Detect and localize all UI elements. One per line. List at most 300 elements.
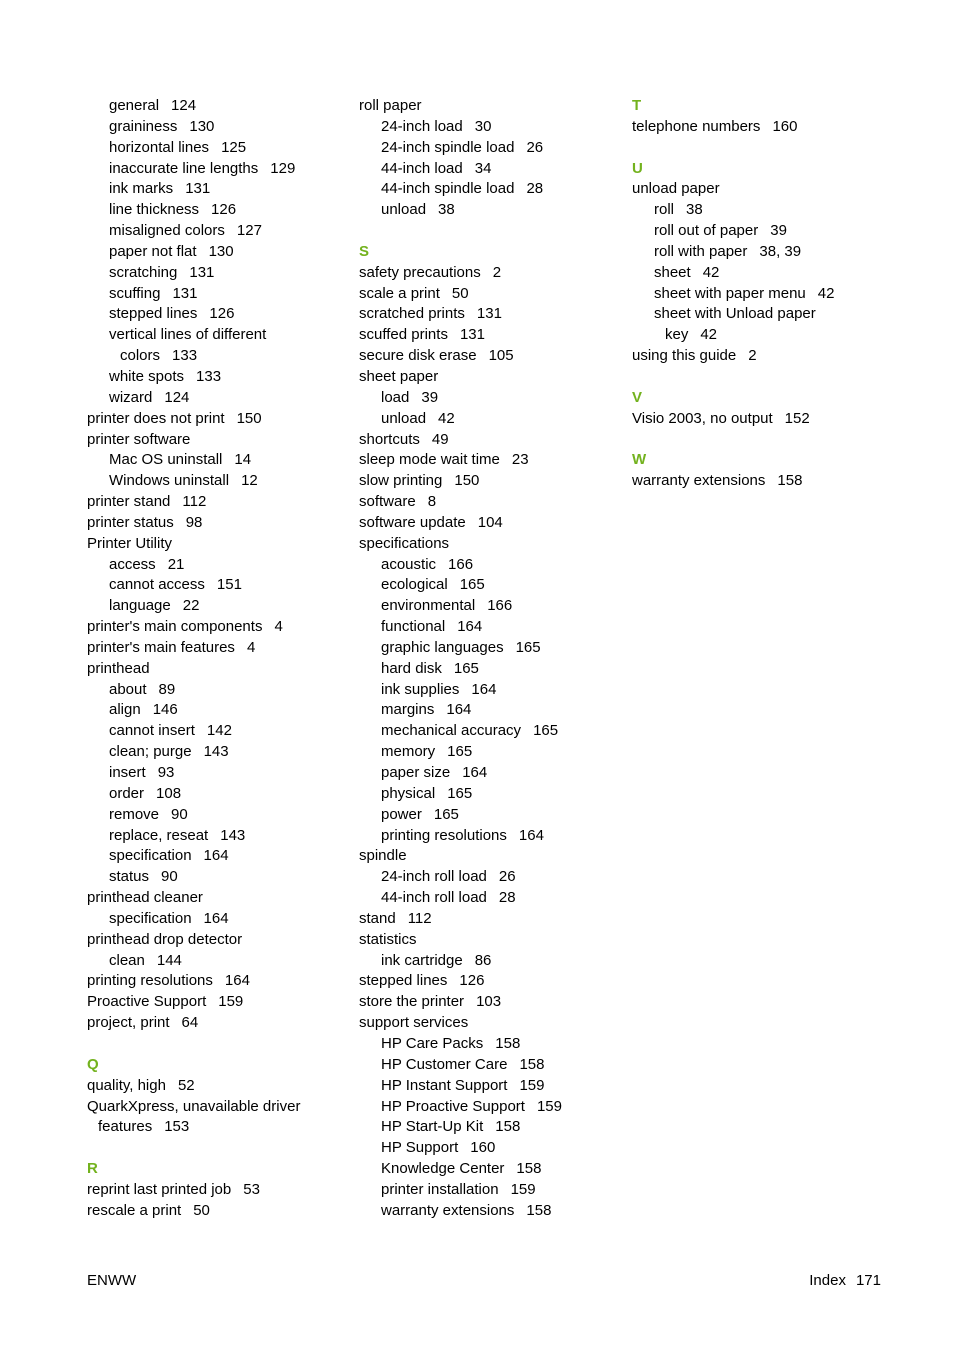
index-entry xyxy=(87,971,337,992)
index-term: graphic languages xyxy=(381,638,504,656)
page-reference[interactable]: 164 xyxy=(518,826,544,844)
index-subentry xyxy=(359,1180,609,1201)
page-reference[interactable]: 142 xyxy=(206,722,232,740)
index-subentry xyxy=(87,763,337,784)
page-reference[interactable]: 159 xyxy=(218,993,244,1011)
index-subentry xyxy=(359,1034,609,1055)
page-reference[interactable]: 50 xyxy=(451,284,469,302)
index-subentry xyxy=(87,596,337,617)
page-reference[interactable]: 126 xyxy=(211,201,237,219)
index-subentry xyxy=(359,826,609,847)
page-reference[interactable]: 146 xyxy=(152,701,178,719)
page-reference[interactable]: 131 xyxy=(172,284,198,302)
index-entry xyxy=(632,117,892,138)
index-term: key xyxy=(665,326,689,344)
index-term: HP Instant Support xyxy=(381,1076,508,1094)
index-letter-heading: R xyxy=(87,1160,98,1178)
page-reference[interactable]: 28 xyxy=(526,180,544,198)
index-entry xyxy=(359,930,609,951)
index-term: general xyxy=(109,97,160,114)
index-term: warranty extensions xyxy=(632,472,766,490)
index-term: printer status xyxy=(87,513,174,531)
page-reference[interactable]: 12 xyxy=(241,472,258,490)
index-subentry xyxy=(359,721,609,742)
index-subentry xyxy=(87,263,337,284)
page-reference[interactable]: 159 xyxy=(536,1097,562,1115)
page-reference[interactable]: 103 xyxy=(476,993,502,1011)
footer-right xyxy=(809,1271,881,1291)
index-subentry xyxy=(359,1159,609,1180)
page-reference[interactable]: 127 xyxy=(236,222,262,240)
index-subentry xyxy=(632,284,892,305)
page-reference[interactable]: 164 xyxy=(203,847,229,865)
index-term: printing resolutions xyxy=(87,972,213,990)
section-spacer xyxy=(359,221,609,242)
page-reference[interactable]: 160 xyxy=(470,1139,496,1157)
index-term: 24-inch spindle load xyxy=(381,138,515,156)
page-reference[interactable]: 86 xyxy=(474,951,492,969)
index-term: paper not flat xyxy=(109,242,197,260)
page-reference[interactable]: 2 xyxy=(492,263,502,281)
index-term: colors xyxy=(120,347,161,365)
page-reference[interactable]: 164 xyxy=(471,680,497,698)
index-entry xyxy=(87,1013,337,1034)
index-term: sheet with Unload paper xyxy=(654,305,816,323)
index-subentry xyxy=(359,1201,609,1222)
index-subentry xyxy=(87,700,337,721)
index-term: clean; purge xyxy=(109,743,192,761)
page-reference[interactable]: 143 xyxy=(220,826,246,844)
page-reference[interactable]: 108 xyxy=(156,784,182,802)
index-term: order xyxy=(109,784,145,802)
page-reference[interactable]: 130 xyxy=(189,117,215,135)
page-reference[interactable]: 151 xyxy=(216,576,242,594)
index-subentry xyxy=(359,138,609,159)
index-subentry xyxy=(359,680,609,701)
index-entry xyxy=(359,346,609,367)
index-term: Proactive Support xyxy=(87,993,207,1011)
page-reference[interactable]: 131 xyxy=(476,305,502,323)
index-term: stand xyxy=(359,909,396,927)
index-subentry xyxy=(87,867,337,888)
index-letter-heading: T xyxy=(632,97,642,114)
page-reference[interactable]: 164 xyxy=(457,618,483,636)
index-term: ink supplies xyxy=(381,680,460,698)
index-term: specifications xyxy=(359,534,450,552)
page-reference[interactable]: 30 xyxy=(474,117,492,135)
page-reference[interactable]: 131 xyxy=(459,326,485,344)
index-term: Windows uninstall xyxy=(109,472,230,490)
index-term: load xyxy=(381,388,410,406)
index-term: HP Proactive Support xyxy=(381,1097,525,1115)
page-reference[interactable]: 164 xyxy=(446,701,472,719)
page-reference[interactable]: 164 xyxy=(224,972,250,990)
index-term: scuffed prints xyxy=(359,326,448,344)
page-reference[interactable]: 165 xyxy=(533,722,559,740)
index-term: 44-inch load xyxy=(381,159,463,177)
index-term: rescale a print xyxy=(87,1201,182,1219)
page-reference[interactable]: 160 xyxy=(772,117,798,135)
index-subentry xyxy=(87,721,337,742)
index-subentry xyxy=(87,304,337,325)
index-term: warranty extensions xyxy=(381,1201,515,1219)
index-term: roll out of paper xyxy=(654,222,759,240)
page-reference[interactable]: 133 xyxy=(172,347,198,365)
index-letter-heading: Q xyxy=(87,1055,99,1073)
index-entry xyxy=(359,284,609,305)
page-reference[interactable]: 158 xyxy=(519,1055,545,1073)
index-term: cannot access xyxy=(109,576,205,594)
index-term: using this guide xyxy=(632,347,737,365)
index-term: printer software xyxy=(87,430,191,448)
index-term: mechanical accuracy xyxy=(381,722,522,740)
index-term: Visio 2003, no output xyxy=(632,409,773,427)
index-term: paper size xyxy=(381,764,451,781)
page-reference[interactable]: 124 xyxy=(164,388,190,406)
index-subentry xyxy=(87,1117,337,1138)
page-reference[interactable]: 42 xyxy=(438,409,455,427)
index-subentry xyxy=(359,617,609,638)
index-entry xyxy=(87,617,337,638)
page-reference[interactable]: 4 xyxy=(274,618,283,636)
page-reference[interactable]: 64 xyxy=(181,1014,199,1032)
index-term: margins xyxy=(381,701,435,719)
index-term: white spots xyxy=(109,367,185,385)
index-entry xyxy=(87,659,337,680)
page-reference[interactable]: 23 xyxy=(511,451,529,469)
index-subentry xyxy=(632,200,892,221)
index-letter-heading: V xyxy=(632,388,643,406)
index-entry xyxy=(87,1076,337,1097)
page-reference[interactable]: 28 xyxy=(498,889,516,907)
index-term: printer's main features xyxy=(87,638,235,656)
index-subentry xyxy=(359,555,609,576)
index-term: stepped lines xyxy=(109,305,198,323)
index-entry xyxy=(359,971,609,992)
index-entry xyxy=(632,179,892,200)
index-subentry xyxy=(87,284,337,305)
index-term: clean xyxy=(109,951,145,969)
index-term: align xyxy=(109,701,141,719)
index-term: spindle xyxy=(359,847,407,865)
index-subentry xyxy=(359,388,609,409)
index-subentry xyxy=(87,784,337,805)
page-reference[interactable]: 159 xyxy=(510,1180,536,1198)
index-entry xyxy=(359,1013,609,1034)
page-reference[interactable]: 131 xyxy=(185,180,211,198)
index-term: 24-inch roll load xyxy=(381,868,487,886)
section-spacer xyxy=(632,430,892,451)
index-term: roll with paper xyxy=(654,242,748,260)
index-term: safety precautions xyxy=(359,263,481,281)
index-term: acoustic xyxy=(381,555,437,573)
index-entry xyxy=(87,992,337,1013)
index-subentry xyxy=(359,742,609,763)
page-reference[interactable]: 50 xyxy=(193,1201,210,1219)
index-term: telephone numbers xyxy=(632,117,761,135)
page-reference[interactable]: 52 xyxy=(177,1076,195,1094)
index-subentry xyxy=(359,951,609,972)
page-reference[interactable]: 158 xyxy=(495,1118,521,1136)
index-subentry xyxy=(359,159,609,180)
index-subentry xyxy=(87,575,337,596)
index-subentry xyxy=(359,888,609,909)
index-subentry xyxy=(87,346,337,367)
index-letter-heading: W xyxy=(632,451,647,469)
index-subentry xyxy=(632,221,892,242)
index-subentry xyxy=(359,117,609,138)
footer-left-label: ENWW xyxy=(87,1272,137,1289)
index-term: sheet paper xyxy=(359,367,439,385)
index-term: HP Care Packs xyxy=(381,1034,484,1052)
page-reference[interactable]: 166 xyxy=(448,555,474,573)
page-reference[interactable]: 34 xyxy=(474,159,492,177)
page-reference[interactable]: 158 xyxy=(495,1034,521,1052)
index-term: power xyxy=(381,805,422,823)
index-term: misaligned colors xyxy=(109,222,225,240)
index-term: Mac OS uninstall xyxy=(109,451,223,469)
index-entry xyxy=(359,263,609,284)
index-subentry xyxy=(87,555,337,576)
index-term: specification xyxy=(109,909,192,927)
index-term: QuarkXpress, unavailable driver xyxy=(87,1097,301,1115)
page-reference[interactable]: 26 xyxy=(498,868,516,886)
page-reference[interactable]: 42 xyxy=(702,263,720,281)
page-reference[interactable]: 164 xyxy=(203,909,229,927)
index-term: ink marks xyxy=(109,180,174,198)
index-entry xyxy=(87,638,337,659)
page-reference[interactable]: 158 xyxy=(516,1160,542,1178)
page-reference[interactable]: 22 xyxy=(182,597,200,615)
page-reference[interactable]: 93 xyxy=(157,764,175,781)
index-term: roll xyxy=(654,201,675,219)
index-term: physical xyxy=(381,784,436,802)
index-term: shortcuts xyxy=(359,430,420,448)
page-reference[interactable]: 165 xyxy=(447,784,473,802)
index-letter-heading: U xyxy=(632,159,643,177)
page-reference[interactable]: 38 xyxy=(686,201,703,219)
index-column-2 xyxy=(359,96,609,1222)
index-subentry xyxy=(359,200,609,221)
page-reference[interactable]: 164 xyxy=(462,764,488,781)
index-term: scratched prints xyxy=(359,305,465,323)
page-reference[interactable]: 104 xyxy=(477,513,503,531)
index-term: printing resolutions xyxy=(381,826,507,844)
index-entry xyxy=(87,1180,337,1201)
index-subentry xyxy=(87,138,337,159)
index-term: printhead xyxy=(87,659,150,677)
page-reference[interactable]: 152 xyxy=(784,409,810,427)
index-subentry xyxy=(359,638,609,659)
index-subentry xyxy=(87,742,337,763)
index-term: HP Customer Care xyxy=(381,1055,508,1073)
page-reference[interactable]: 144 xyxy=(156,951,182,969)
page-reference[interactable]: 158 xyxy=(526,1201,552,1219)
index-subentry xyxy=(87,846,337,867)
page-reference[interactable]: 90 xyxy=(171,805,188,823)
index-subentry xyxy=(87,471,337,492)
page-reference[interactable]: 112 xyxy=(182,493,207,511)
index-term: replace, reseat xyxy=(109,826,209,844)
index-term: stepped lines xyxy=(359,972,448,990)
index-entry xyxy=(87,534,337,555)
index-entry xyxy=(359,367,609,388)
index-term: environmental xyxy=(381,597,476,615)
page-reference[interactable]: 129 xyxy=(270,159,296,177)
page-reference[interactable]: 165 xyxy=(447,743,473,761)
index-term: slow printing xyxy=(359,472,443,490)
index-subentry xyxy=(87,680,337,701)
page-reference[interactable]: 2 xyxy=(748,347,757,365)
page-reference[interactable]: 126 xyxy=(209,305,235,323)
page-reference[interactable]: 165 xyxy=(459,576,485,594)
index-entry xyxy=(632,471,892,492)
index-entry xyxy=(87,430,337,451)
page-reference[interactable]: 112 xyxy=(407,909,432,927)
page-reference[interactable]: 38 xyxy=(438,201,455,219)
page-reference[interactable]: 42 xyxy=(817,284,835,302)
page-reference[interactable]: 159 xyxy=(519,1076,545,1094)
index-subentry xyxy=(632,304,892,325)
index-subentry xyxy=(359,1117,609,1138)
index-term: roll paper xyxy=(359,97,422,114)
index-letter-heading: S xyxy=(359,242,370,260)
page-reference[interactable]: 131 xyxy=(189,263,215,281)
index-term: Knowledge Center xyxy=(381,1160,505,1178)
index-subentry xyxy=(87,325,337,346)
page-reference[interactable]: 38, 39 xyxy=(759,242,802,260)
page-reference[interactable]: 42 xyxy=(700,326,718,344)
index-entry xyxy=(359,492,609,513)
index-entry xyxy=(359,450,609,471)
index-term: statistics xyxy=(359,930,417,948)
index-entry xyxy=(87,492,337,513)
index-subentry xyxy=(359,409,609,430)
index-term: unload xyxy=(381,201,427,219)
index-term: printhead cleaner xyxy=(87,889,203,907)
index-subentry xyxy=(87,367,337,388)
section-spacer xyxy=(632,367,892,388)
page-reference[interactable]: 90 xyxy=(161,868,178,886)
index-subentry xyxy=(87,242,337,263)
page-reference[interactable]: 133 xyxy=(196,367,222,385)
index-term: vertical lines of different xyxy=(109,326,267,344)
index-entry xyxy=(359,325,609,346)
page-reference[interactable]: 49 xyxy=(431,430,449,448)
index-term: store the printer xyxy=(359,993,465,1011)
page-reference[interactable]: 150 xyxy=(454,472,480,490)
index-subentry xyxy=(87,388,337,409)
page-reference[interactable]: 165 xyxy=(433,805,459,823)
index-subentry xyxy=(359,805,609,826)
index-subentry xyxy=(359,659,609,680)
index-entry xyxy=(359,513,609,534)
page-reference[interactable]: 150 xyxy=(236,409,262,427)
page-reference[interactable]: 89 xyxy=(158,680,176,698)
index-subentry xyxy=(359,1097,609,1118)
page-reference[interactable]: 39 xyxy=(421,388,439,406)
index-subentry xyxy=(87,221,337,242)
index-term: ink cartridge xyxy=(381,951,463,969)
index-term: unload paper xyxy=(632,180,720,198)
index-term: Printer Utility xyxy=(87,534,173,552)
index-subentry xyxy=(87,96,337,117)
index-subentry xyxy=(87,117,337,138)
footer-section: Index xyxy=(809,1272,846,1289)
index-subentry xyxy=(359,179,609,200)
index-term: reprint last printed job xyxy=(87,1180,232,1198)
index-term: remove xyxy=(109,805,160,823)
page-reference[interactable]: 158 xyxy=(777,472,803,490)
index-term: 44-inch spindle load xyxy=(381,180,515,198)
page-reference[interactable]: 143 xyxy=(203,743,229,761)
page-reference[interactable]: 53 xyxy=(243,1180,260,1198)
index-subentry xyxy=(359,1076,609,1097)
index-term: scale a print xyxy=(359,284,440,302)
index-subentry xyxy=(87,200,337,221)
index-entry xyxy=(87,930,337,951)
index-term: software xyxy=(359,493,416,511)
index-term: memory xyxy=(381,743,436,761)
index-subentry xyxy=(87,805,337,826)
index-subentry xyxy=(359,763,609,784)
page-reference[interactable]: 98 xyxy=(185,513,203,531)
index-term: 24-inch load xyxy=(381,117,463,135)
index-term: printhead drop detector xyxy=(87,930,243,948)
page-reference[interactable]: 4 xyxy=(246,638,256,656)
page-reference[interactable]: 126 xyxy=(459,972,485,990)
index-entry xyxy=(632,409,892,430)
index-term: sleep mode wait time xyxy=(359,451,500,469)
section-spacer xyxy=(632,138,892,159)
index-term: inaccurate line lengths xyxy=(109,159,259,177)
page-reference[interactable]: 105 xyxy=(488,347,514,365)
page-reference[interactable]: 39 xyxy=(770,222,787,240)
page-reference[interactable]: 166 xyxy=(487,597,513,615)
index-term: printer stand xyxy=(87,493,171,511)
page-reference[interactable]: 26 xyxy=(526,138,544,156)
index-subentry xyxy=(359,700,609,721)
page-reference[interactable]: 124 xyxy=(171,97,197,114)
index-term: 44-inch roll load xyxy=(381,889,487,907)
index-column-3 xyxy=(632,96,892,492)
index-subentry xyxy=(87,909,337,930)
page-reference[interactable]: 130 xyxy=(208,242,234,260)
index-term: sheet with paper menu xyxy=(654,284,806,302)
index-term: scratching xyxy=(109,263,178,281)
index-term: access xyxy=(109,555,156,573)
page-reference[interactable]: 153 xyxy=(164,1118,190,1136)
index-term: support services xyxy=(359,1014,469,1032)
index-term: secure disk erase xyxy=(359,347,477,365)
index-term: status xyxy=(109,868,150,886)
page-reference[interactable]: 165 xyxy=(515,638,541,656)
page-reference[interactable]: 21 xyxy=(167,555,185,573)
index-subentry xyxy=(87,450,337,471)
index-term: HP Start-Up Kit xyxy=(381,1118,484,1136)
page-reference[interactable]: 165 xyxy=(453,659,479,677)
index-term: HP Support xyxy=(381,1139,459,1157)
page-reference[interactable]: 14 xyxy=(234,451,252,469)
index-entry xyxy=(359,992,609,1013)
index-term: quality, high xyxy=(87,1076,166,1094)
page-reference[interactable]: 8 xyxy=(427,493,437,511)
index-subentry xyxy=(632,325,892,346)
page-reference[interactable]: 125 xyxy=(221,138,247,156)
index-term: ecological xyxy=(381,576,448,594)
index-subentry xyxy=(359,596,609,617)
index-entry xyxy=(359,96,609,117)
